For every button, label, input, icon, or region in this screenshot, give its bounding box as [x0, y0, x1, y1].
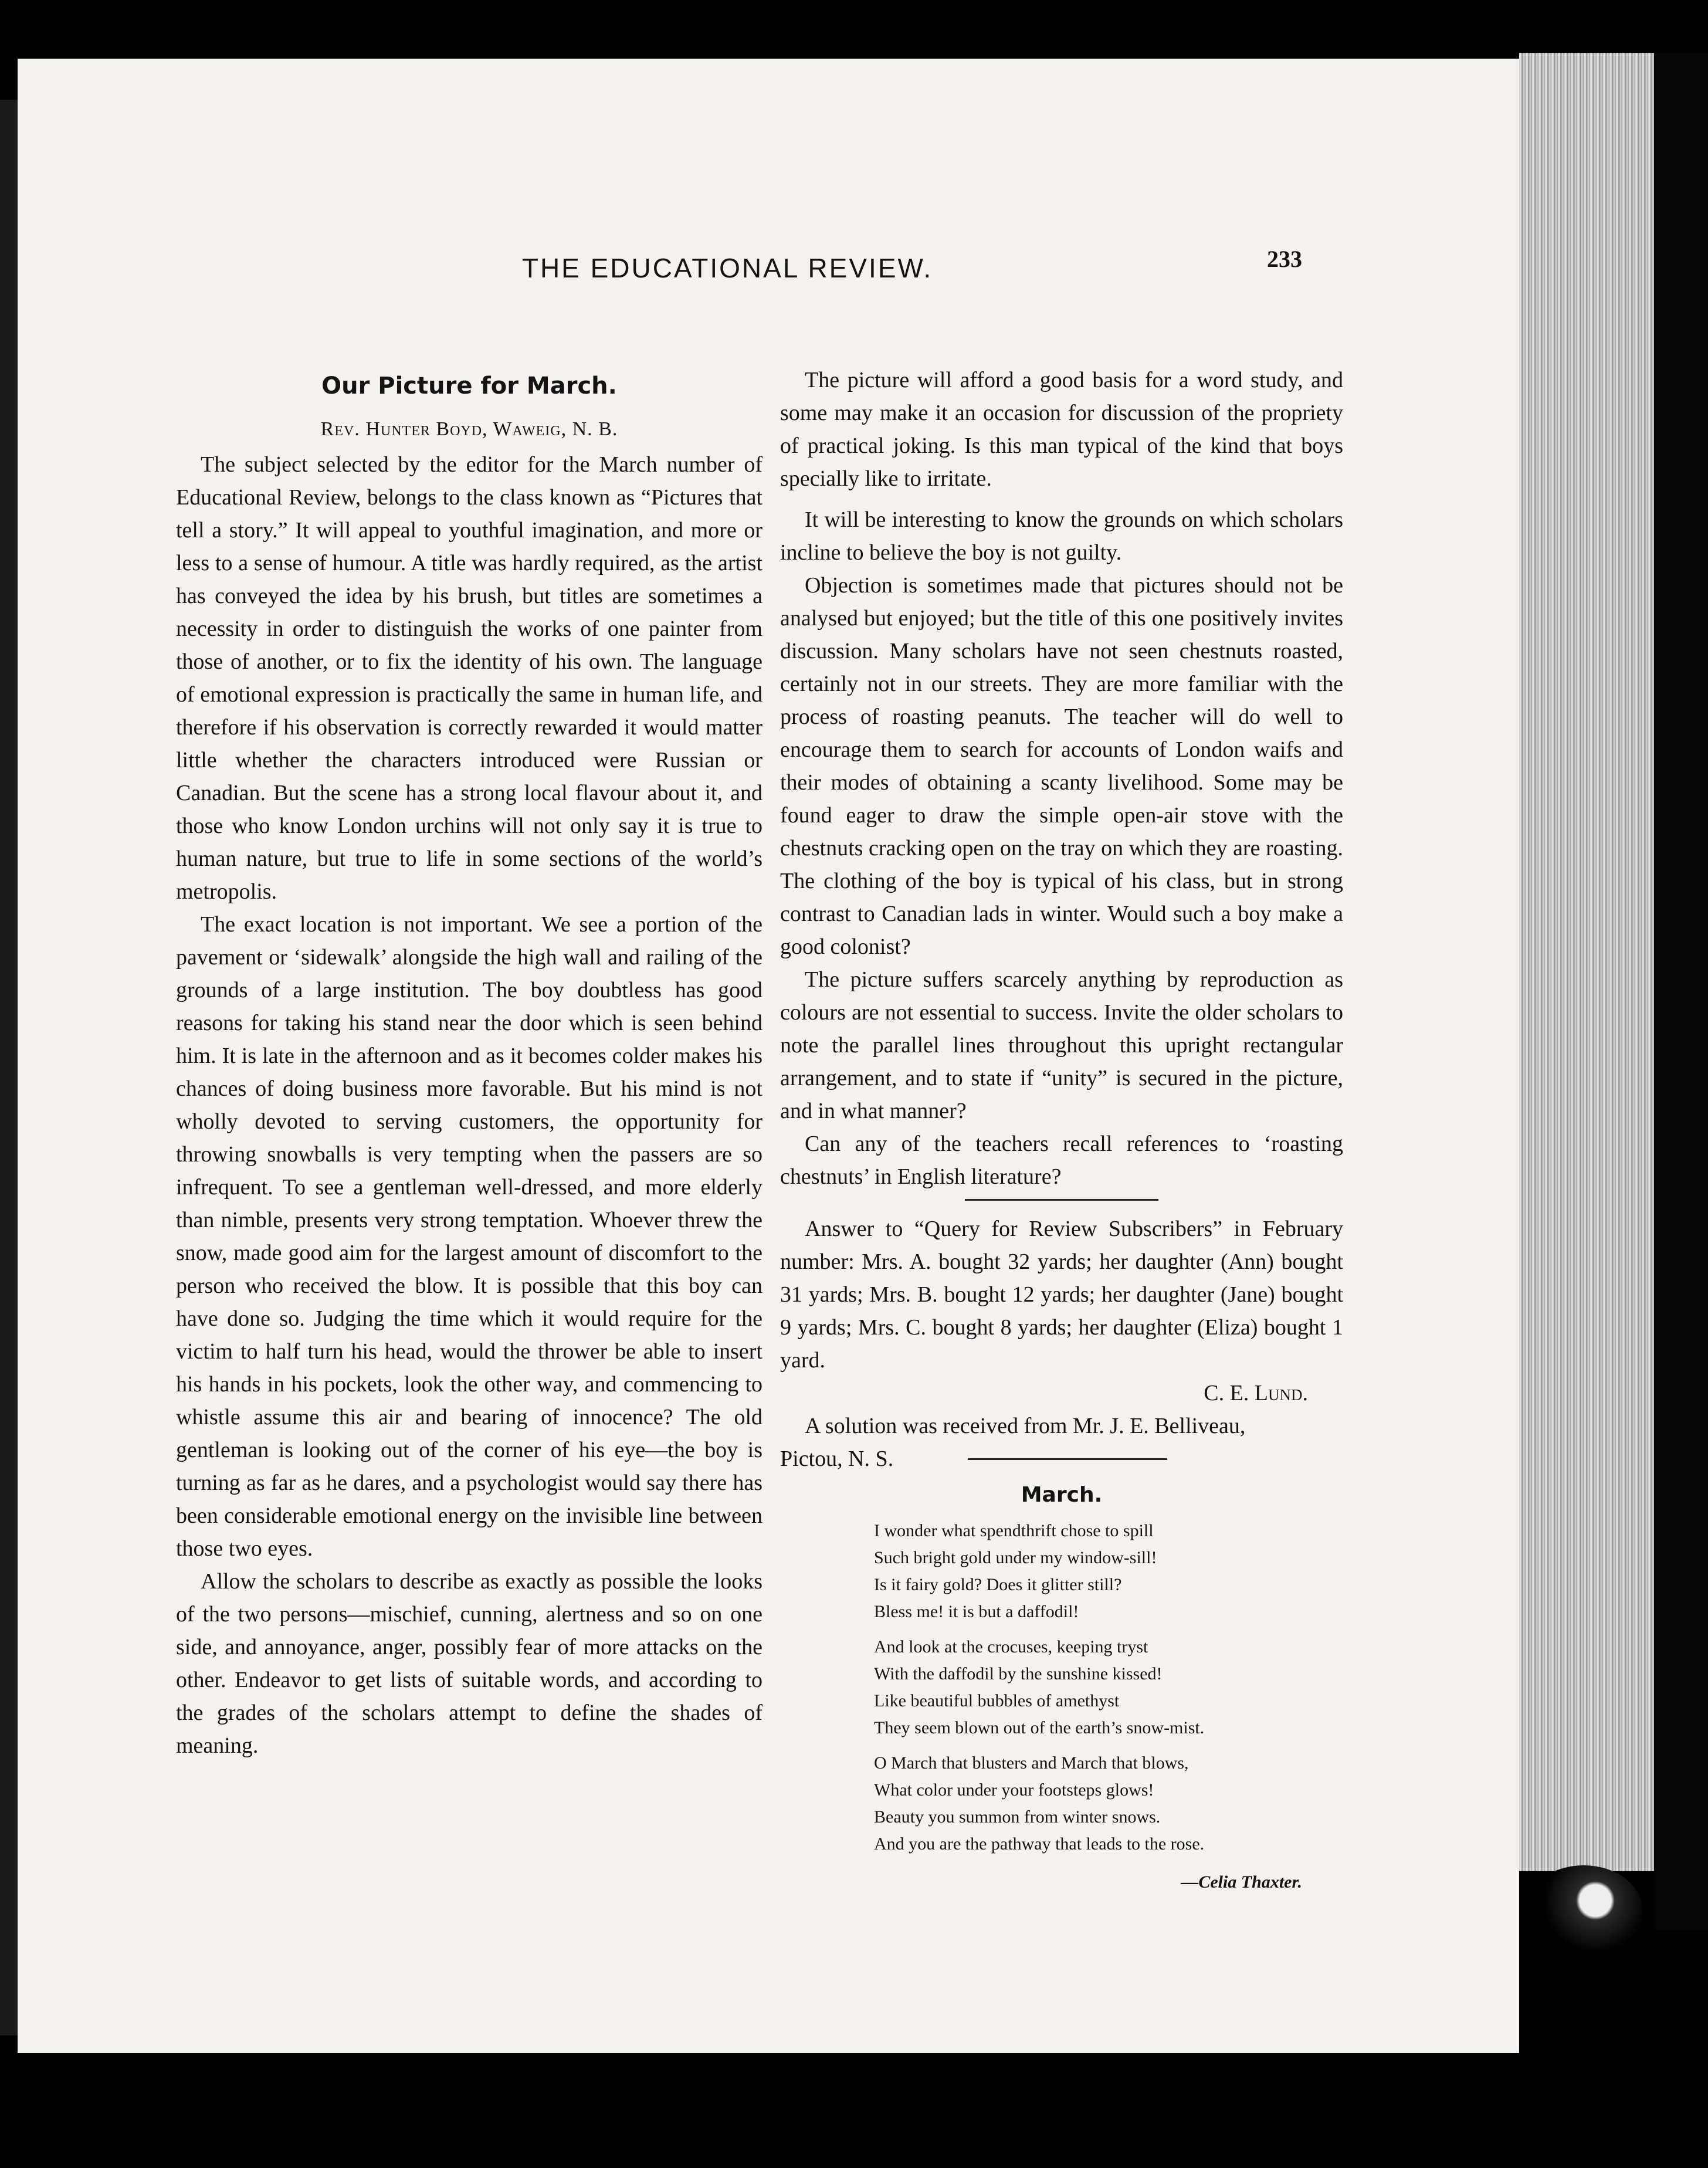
page-number: 233 — [1267, 246, 1302, 272]
paragraph: The exact location is not important. We see a portion of the pavement or ‘sidewalk’ alongside the high wall and railing of the grounds of a large institution. The boy doubtless has good reasons for taking his stand near the door which is seen behind him. It is late in the afternoon and as it becomes colder makes his chances of doing business more favorable. But his mind is not wholly devoted to serving customers, the opportunity for throwing snowballs is very tempting when the passers are so infrequent. To see a gentleman well-dressed, and more elderly than nimble, presents very strong temptation. Whoever threw the snow, made good aim for the largest amount of discomfort to the person who received the blow. It is possible that this boy can have done so. Judging the time which it would require for the victim to half turn his head, would the thrower be able to insert his hands in his pockets, look the other way, and commencing to whistle assume this air and bearing of innocence? The old gentleman is looking out of the corner of his eye—the boy is turning as far as he dares, and a psychologist would say there has been considerable emotional energy on the invisible line between those two eyes. — [176, 912, 762, 1561]
poem-line: O March that blusters and March that blows, — [874, 1753, 1189, 1773]
paragraph: The subject selected by the editor for the March number of Educational Review, belongs to the class known as “Pictures that tell a story.” It will appeal to youthful imagination, and more or less to a sense of humour. A title was hardly required, as the artist has conveyed the idea by his brush, but titles are sometimes a necessity in order to distinguish the works of one painter from those of another, or to fix the identity of his own. The language of emotional expression is practically the same in human life, and therefore if his observation is correctly rewarded it would matter little whether the characters introduced were Russian or Canadian. But the scene has a strong local flavour about it, and those who know London urchins will not only say it is true to human nature, but true to life in some sections of the world’s metropolis. — [176, 452, 762, 904]
poem-line: What color under your footsteps glows! — [874, 1780, 1154, 1800]
paragraph: Can any of the teachers recall references to ‘roasting chestnuts’ in English literature? — [780, 1132, 1343, 1189]
paragraph: It will be interesting to know the grounds on which scholars incline to believe the boy is not guilty. — [780, 507, 1343, 565]
section-divider — [968, 1458, 1167, 1460]
section-divider — [965, 1199, 1158, 1201]
poem-line: Is it fairy gold? Does it glitter still? — [874, 1575, 1122, 1594]
solution-place-line — [780, 1442, 1343, 1475]
poem-line: And look at the crocuses, keeping tryst — [874, 1637, 1148, 1657]
poem-stanza — [874, 1634, 1343, 1742]
poem-line: Such bright gold under my window-sill! — [874, 1548, 1157, 1567]
document-page — [18, 59, 1519, 2053]
paragraph: Allow the scholars to describe as exactly as possible the looks of the two persons—mischief, cunning, alertness and so on one side, and annoyance, anger, possibly fear of more attacks on the other. Endeavor to get lists of suitable words, and according to the grades of the scholars attempt to define the shades of meaning. — [176, 1569, 762, 1758]
solution-place: Pictou, N. S. — [780, 1447, 894, 1471]
poem-line: I wonder what spendthrift chose to spill — [874, 1521, 1154, 1540]
poem-line: Beauty you summon from winter snows. — [874, 1807, 1161, 1827]
article-byline: Rev. Hunter Boyd, Waweig, N. B. — [320, 418, 618, 440]
poem-stanza — [874, 1517, 1343, 1625]
scan-right-shadow — [1654, 53, 1708, 1930]
poem-attribution: —Celia Thaxter. — [1181, 1872, 1302, 1892]
poem-line: With the daffodil by the sunshine kissed! — [874, 1664, 1163, 1683]
binding-clip — [1525, 1865, 1642, 1953]
solution-line: A solution was received from Mr. J. E. Belliveau, — [805, 1414, 1246, 1438]
right-column — [780, 364, 1343, 1899]
paragraph: Objection is sometimes made that pictures should not be analysed but enjoyed; but the title of this one positively invites discussion. Many scholars have not seen chestnuts roasted, certainly not in our streets. They are more familiar with the process of roasting peanuts. The teacher will do well to encourage them to search for accounts of London waifs and their modes of obtaining a scanty livelihood. Some may be found eager to draw the simple open-air stove with the chestnuts cracking open on the tray on which they are roasting. The clothing of the boy is typical of his class, but in strong contrast to Canadian lads in winter. Would such a boy make a good colonist? — [780, 573, 1343, 959]
poem-line: Bless me! it is but a daffodil! — [874, 1602, 1079, 1621]
answer-signature: C. E. Lund. — [1204, 1381, 1308, 1405]
poem-title: March. — [1021, 1483, 1103, 1507]
article-title: Our Picture for March. — [321, 372, 617, 399]
left-column — [176, 370, 762, 1762]
poem-line: Like beautiful bubbles of amethyst — [874, 1691, 1120, 1710]
poem-line: They seem blown out of the earth’s snow-mist. — [874, 1718, 1205, 1737]
poem — [874, 1517, 1343, 1858]
poem-stanza — [874, 1750, 1343, 1858]
poem-line: And you are the pathway that leads to the rose. — [874, 1834, 1205, 1854]
answer-paragraph: Answer to “Query for Review Subscribers” in February number: Mrs. A. bought 32 yards; her daughter (Ann) bought 31 yards; Mrs. B. bought 12 yards; her daughter (Jane) bought 9 yards; Mrs. C. bought 8 yards; her daughter (Eliza) bought 1 yard. — [780, 1217, 1343, 1373]
running-head: THE EDUCATIONAL REVIEW. — [521, 253, 933, 283]
paragraph: The picture suffers scarcely anything by reproduction as colours are not essential to success. Invite the older scholars to note the parallel lines throughout this upright rectangular arrangement, and to state if “unity” is secured in the picture, and in what manner? — [780, 967, 1343, 1123]
paragraph: The picture will afford a good basis for a word study, and some may make it an occasion for discussion of the propriety of practical joking. Is this man typical of the kind that boys specially like to irritate. — [780, 368, 1343, 491]
